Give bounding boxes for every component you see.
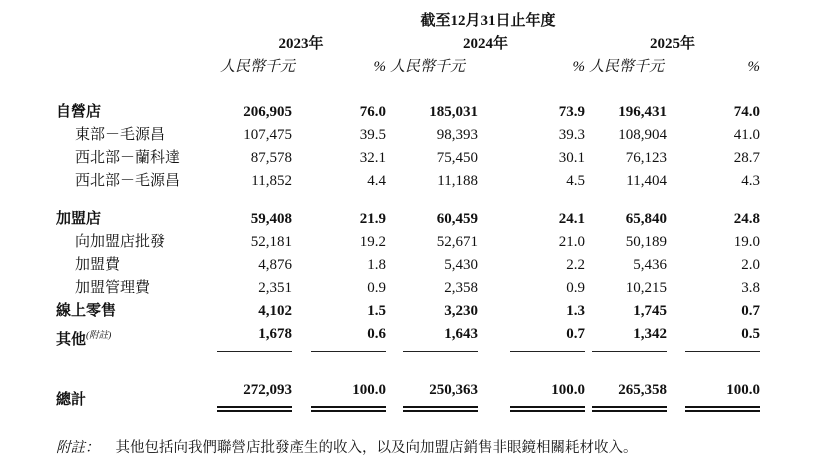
cell-text: 60,459 xyxy=(436,211,478,227)
percent-cell xyxy=(292,170,386,193)
cell-text: 196,431 xyxy=(618,104,667,120)
cell-text: 21.0 xyxy=(558,234,585,250)
cell-text: 4.4 xyxy=(367,173,386,189)
value-cell xyxy=(386,101,478,124)
percent-cell xyxy=(667,352,760,412)
table-row xyxy=(56,254,760,277)
value-cell xyxy=(585,101,667,124)
footnote-reference: (附註) xyxy=(86,331,112,341)
row-label: 加盟店 xyxy=(56,211,102,227)
value-cell xyxy=(585,352,667,412)
value-cell xyxy=(216,323,292,352)
cell-text: 2,358 xyxy=(444,280,478,296)
table-row xyxy=(56,124,760,147)
cell-text: 98,393 xyxy=(436,127,478,143)
cell-text: 0.9 xyxy=(367,280,386,296)
row-label: 總計 xyxy=(56,392,87,408)
row-label: 線上零售 xyxy=(56,303,117,319)
table-row xyxy=(56,323,760,352)
cell-text: 2.0 xyxy=(741,257,761,273)
cell-text: 272,093 xyxy=(217,379,292,412)
cell-text: 100.0 xyxy=(311,379,386,412)
percent-cell xyxy=(667,231,760,254)
percent-cell xyxy=(292,254,386,277)
cell-text: 4,102 xyxy=(258,303,292,319)
value-cell xyxy=(216,231,292,254)
cell-text: 265,358 xyxy=(592,379,667,412)
row-label: 加盟費 xyxy=(75,257,121,273)
value-cell xyxy=(386,193,478,231)
header-spacer xyxy=(56,56,216,101)
value-cell xyxy=(585,124,667,147)
value-cell xyxy=(585,254,667,277)
percent-cell xyxy=(667,193,760,231)
percent-cell xyxy=(292,124,386,147)
percent-cell xyxy=(667,300,760,323)
period-header: 截至12月31日止年度 xyxy=(420,13,556,29)
cell-text: 73.9 xyxy=(558,104,585,120)
percent-cell xyxy=(478,352,585,412)
value-cell xyxy=(386,323,478,352)
cell-text: 100.0 xyxy=(510,379,585,412)
percent-cell xyxy=(667,254,760,277)
cell-text: 4.5 xyxy=(566,173,585,189)
currency-unit-label: 人民幣千元 xyxy=(390,59,466,75)
percent-cell xyxy=(478,231,585,254)
year-header-2023: 2023年 xyxy=(278,36,324,52)
cell-text: 75,450 xyxy=(436,150,478,166)
footnote-label: 附註： xyxy=(56,440,100,456)
cell-text: 87,578 xyxy=(250,150,292,166)
cell-text: 52,181 xyxy=(250,234,292,250)
value-cell xyxy=(386,352,478,412)
value-cell xyxy=(216,193,292,231)
cell-text: 11,188 xyxy=(437,173,478,189)
footnote xyxy=(56,438,829,459)
percent-cell xyxy=(292,300,386,323)
cell-text: 28.7 xyxy=(733,150,761,166)
cell-text: 59,408 xyxy=(250,211,292,227)
year-header-2025: 2025年 xyxy=(650,36,696,52)
row-label: 加盟管理費 xyxy=(75,280,151,296)
cell-text: 0.6 xyxy=(311,323,386,352)
value-cell xyxy=(386,254,478,277)
value-cell xyxy=(386,277,478,300)
cell-text: 65,840 xyxy=(625,211,667,227)
cell-text: 30.1 xyxy=(558,150,585,166)
percent-cell xyxy=(292,101,386,124)
cell-text: 1.3 xyxy=(566,303,585,319)
cell-text: 1.5 xyxy=(367,303,386,319)
row-label: 其他$^{(附註)}$ xyxy=(56,331,112,348)
cell-text: 32.1 xyxy=(359,150,386,166)
period-header-row xyxy=(56,10,760,33)
percent-symbol: % xyxy=(572,59,585,75)
value-cell xyxy=(386,231,478,254)
value-cell xyxy=(585,193,667,231)
cell-text: 21.9 xyxy=(359,211,386,227)
cell-text: 4,876 xyxy=(258,257,292,273)
cell-text: 250,363 xyxy=(403,379,478,412)
percent-cell xyxy=(292,352,386,412)
cell-text: 4.3 xyxy=(741,173,761,189)
percent-cell xyxy=(478,300,585,323)
table-row xyxy=(56,300,760,323)
cell-text: 1,678 xyxy=(217,323,292,352)
table-row xyxy=(56,277,760,300)
cell-text: 3.8 xyxy=(741,280,761,296)
percent-cell xyxy=(292,231,386,254)
percent-cell xyxy=(478,170,585,193)
cell-text: 39.5 xyxy=(359,127,386,143)
percent-cell xyxy=(667,124,760,147)
value-cell xyxy=(216,277,292,300)
cell-text: 0.5 xyxy=(685,323,760,352)
cell-text: 100.0 xyxy=(685,379,760,412)
percent-symbol: % xyxy=(373,59,386,75)
cell-text: 76,123 xyxy=(625,150,667,166)
cell-text: 2.2 xyxy=(566,257,585,273)
year-header-2024: 2024年 xyxy=(462,36,508,52)
table-row xyxy=(56,170,760,193)
percent-cell xyxy=(292,277,386,300)
percent-cell xyxy=(667,170,760,193)
cell-text: 24.1 xyxy=(558,211,585,227)
cell-text: 11,852 xyxy=(251,173,292,189)
value-cell xyxy=(585,147,667,170)
table-row xyxy=(56,101,760,124)
cell-text: 2,351 xyxy=(258,280,292,296)
value-cell xyxy=(386,300,478,323)
currency-unit-label: 人民幣千元 xyxy=(589,59,665,75)
revenue-breakdown-table xyxy=(56,10,760,412)
cell-text: 52,671 xyxy=(436,234,478,250)
value-cell xyxy=(386,170,478,193)
value-cell xyxy=(585,170,667,193)
cell-text: 5,430 xyxy=(444,257,478,273)
cell-text: 50,189 xyxy=(625,234,667,250)
year-header-row xyxy=(56,33,760,56)
cell-text: 185,031 xyxy=(429,104,478,120)
percent-cell xyxy=(667,101,760,124)
cell-text: 19.0 xyxy=(733,234,761,250)
percent-symbol: % xyxy=(747,59,761,75)
value-cell xyxy=(585,277,667,300)
cell-text: 1,745 xyxy=(633,303,667,319)
value-cell xyxy=(585,323,667,352)
percent-cell xyxy=(478,147,585,170)
row-label: 西北部－毛源昌 xyxy=(75,173,181,189)
value-cell xyxy=(585,300,667,323)
cell-text: 108,904 xyxy=(618,127,667,143)
row-label: 自營店 xyxy=(56,104,102,120)
value-cell xyxy=(216,352,292,412)
percent-cell xyxy=(667,147,760,170)
value-cell xyxy=(216,147,292,170)
percent-cell xyxy=(292,193,386,231)
unit-header-row xyxy=(56,56,760,101)
cell-text: 1.8 xyxy=(367,257,386,273)
cell-text: 41.0 xyxy=(733,127,761,143)
percent-cell xyxy=(478,101,585,124)
cell-text: 10,215 xyxy=(625,280,667,296)
percent-cell xyxy=(478,277,585,300)
value-cell xyxy=(216,170,292,193)
cell-text: 1,643 xyxy=(403,323,478,352)
cell-text: 74.0 xyxy=(733,104,761,120)
value-cell xyxy=(216,124,292,147)
percent-cell xyxy=(292,323,386,352)
cell-text: 24.8 xyxy=(733,211,761,227)
cell-text: 206,905 xyxy=(243,104,292,120)
header-spacer xyxy=(56,10,216,33)
row-label: 西北部－蘭科達 xyxy=(75,150,181,166)
value-cell xyxy=(216,101,292,124)
footnote-text: 其他包括向我們聯營店批發產生的收入，以及向加盟店銷售非眼鏡相關耗材收入。 xyxy=(115,440,638,456)
cell-text: 0.9 xyxy=(566,280,585,296)
cell-text: 39.3 xyxy=(558,127,585,143)
cell-text: 19.2 xyxy=(359,234,386,250)
cell-text: 1,342 xyxy=(592,323,667,352)
percent-cell xyxy=(667,323,760,352)
table-row xyxy=(56,193,760,231)
header-spacer xyxy=(56,33,216,56)
currency-unit-label: 人民幣千元 xyxy=(220,59,296,75)
cell-text: 0.7 xyxy=(741,303,761,319)
percent-cell xyxy=(292,147,386,170)
value-cell xyxy=(216,300,292,323)
cell-text: 3,230 xyxy=(444,303,478,319)
percent-cell xyxy=(667,277,760,300)
value-cell xyxy=(386,124,478,147)
percent-cell xyxy=(478,124,585,147)
cell-text: 11,404 xyxy=(626,173,667,189)
value-cell xyxy=(216,254,292,277)
cell-text: 5,436 xyxy=(633,257,667,273)
percent-cell xyxy=(478,193,585,231)
table-row xyxy=(56,147,760,170)
percent-cell xyxy=(478,254,585,277)
cell-text: 0.7 xyxy=(510,323,585,352)
row-label: 向加盟店批發 xyxy=(75,234,166,250)
cell-text: 76.0 xyxy=(359,104,386,120)
row-label: 東部－毛源昌 xyxy=(75,127,166,143)
total-row xyxy=(56,352,760,412)
table-row xyxy=(56,231,760,254)
value-cell xyxy=(585,231,667,254)
percent-cell xyxy=(478,323,585,352)
value-cell xyxy=(386,147,478,170)
cell-text: 107,475 xyxy=(243,127,292,143)
